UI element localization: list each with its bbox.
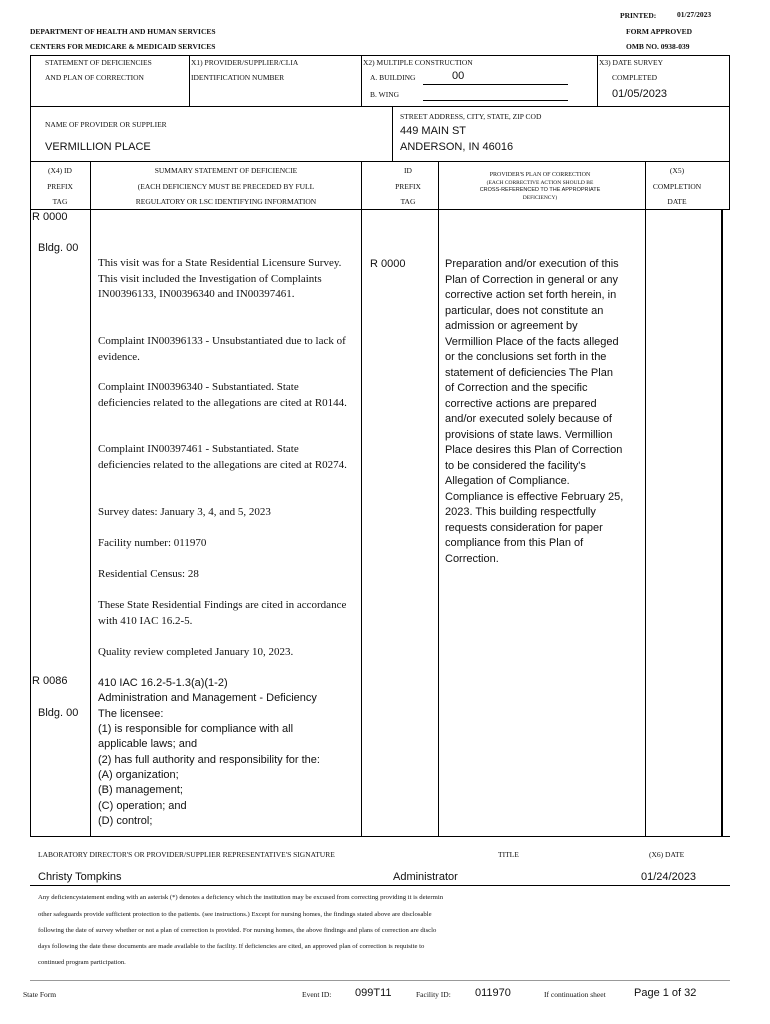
deficiency-line-3: The licensee: bbox=[98, 708, 164, 720]
bldg-label-2: Bldg. 00 bbox=[38, 707, 79, 719]
stmt-label-1: STATEMENT OF DEFICIENCIES bbox=[45, 58, 152, 67]
disclaimer-line-2: other safeguards provide sufficient protection to the patients. (see instructions.) Except for nursing homes, the findings stated above are disclosable bbox=[38, 911, 432, 918]
event-id: 099T11 bbox=[355, 987, 392, 999]
deficiency-line-2: Administration and Management - Deficiency bbox=[98, 692, 317, 704]
facility-number: Facility number: 011970 bbox=[98, 537, 207, 549]
residential-census: Residential Census: 28 bbox=[98, 568, 199, 580]
x5-header-2: COMPLETION bbox=[652, 182, 702, 191]
printed-label: PRINTED: bbox=[620, 11, 657, 20]
x2-building-label: A. BUILDING bbox=[370, 73, 416, 82]
x4-header-1: (X4) ID bbox=[48, 166, 72, 175]
deficiency-line-9: (C) operation; and bbox=[98, 800, 187, 812]
address-line-2: ANDERSON, IN 46016 bbox=[400, 141, 514, 153]
x3-label: X3) DATE SURVEY bbox=[599, 58, 663, 67]
x3-date: 01/05/2023 bbox=[612, 88, 668, 100]
form-approved: FORM APPROVED bbox=[626, 27, 693, 36]
bldg-label-1: Bldg. 00 bbox=[38, 242, 79, 254]
disclaimer-line-5: continued program participation. bbox=[38, 959, 126, 966]
tag-r0000: R 0000 bbox=[32, 211, 68, 223]
plan-header-3: CROSS-REFERENCED TO THE APPROPRIATE bbox=[479, 187, 601, 193]
plan-header-1: PROVIDER'S PLAN OF CORRECTION bbox=[489, 172, 591, 178]
centers-name: CENTERS FOR MEDICARE & MEDICAID SERVICES bbox=[30, 42, 216, 51]
plan-header-2: (EACH CORRECTIVE ACTION SHOULD BE bbox=[486, 180, 594, 186]
x2-wing-label: B. WING bbox=[370, 90, 400, 99]
plan-of-correction-text: Preparation and/or execution of this Plan of Correction in general or any corrective action set forth herein, in particular, does not constitute an admission or agreement by Vermillion Place of the facts alleged or the conclusions set forth in the statement of deficiencies The Plan of Correction and the specific corrective actions are prepared and/or executed solely because of provisions of state laws. Vermillion Place desires this Plan of Correction to be considered the facility's Allegation of Compliance. Compliance is effective February 25, 2023. This building respectfully requests consideration for paper compliance from this Plan of Correction. bbox=[445, 258, 624, 565]
facility-id-label: Facility ID: bbox=[416, 990, 451, 999]
summary-para-2: Complaint IN00396133 - Unsubstantiated due to lack of evidence. bbox=[98, 335, 346, 363]
state-form-label: State Form bbox=[23, 990, 57, 999]
summary-header-2: (EACH DEFICIENCY MUST BE PRECEDED BY FULL bbox=[137, 182, 315, 191]
x2-label: X2) MULTIPLE CONSTRUCTION bbox=[363, 58, 473, 67]
signer-name: Christy Tompkins bbox=[38, 871, 122, 883]
provider-name: VERMILLION PLACE bbox=[45, 141, 151, 153]
id-header-3: TAG bbox=[400, 197, 416, 206]
deficiency-line-6: (2) has full authority and responsibility for the: bbox=[98, 754, 320, 766]
summary-para-4: Complaint IN00397461 - Substantiated. State deficiencies related to the allegations are cited at R0274. bbox=[98, 443, 347, 471]
summary-header-3: REGULATORY OR LSC IDENTIFYING INFORMATION bbox=[135, 197, 317, 206]
id-tag-r0000: R 0000 bbox=[370, 258, 406, 270]
address-line-1: 449 MAIN ST bbox=[400, 125, 467, 137]
dept-name: DEPARTMENT OF HEALTH AND HUMAN SERVICES bbox=[30, 27, 216, 36]
page-number: Page 1 of 32 bbox=[634, 987, 697, 999]
deficiency-line-7: (A) organization; bbox=[98, 769, 179, 781]
findings-statement: These State Residential Findings are cited in accordance with 410 IAC 16.2-5. bbox=[98, 599, 347, 627]
x4-header-3: TAG bbox=[52, 197, 68, 206]
signature-date: 01/24/2023 bbox=[641, 871, 697, 883]
deficiency-line-10: (D) control; bbox=[98, 815, 153, 827]
stmt-label-2: AND PLAN OF CORRECTION bbox=[45, 73, 144, 82]
disclaimer-line-4: days following the date these documents are made available to the facility. If deficiencies are cited, an approved plan of correction is requisite to bbox=[38, 943, 425, 950]
id-header-2: PREFIX bbox=[395, 182, 421, 191]
x1-label-2: IDENTIFICATION NUMBER bbox=[191, 73, 285, 82]
signer-title: Administrator bbox=[393, 871, 458, 883]
deficiency-line-5: applicable laws; and bbox=[98, 738, 198, 750]
x1-label-1: X1) PROVIDER/SUPPLIER/CLIA bbox=[191, 58, 299, 67]
x2-building-value: 00 bbox=[452, 70, 465, 82]
survey-dates: Survey dates: January 3, 4, and 5, 2023 bbox=[98, 506, 271, 518]
title-label: TITLE bbox=[498, 850, 519, 859]
x4-header-2: PREFIX bbox=[47, 182, 73, 191]
facility-id: 011970 bbox=[475, 987, 511, 999]
summary-header-1: SUMMARY STATEMENT OF DEFICIENCIE bbox=[154, 166, 298, 175]
provider-name-label: NAME OF PROVIDER OR SUPPLIER bbox=[45, 120, 167, 129]
omb-number: OMB NO. 0938-039 bbox=[626, 42, 690, 51]
quality-review: Quality review completed January 10, 2023. bbox=[98, 646, 294, 658]
x5-header-1: (X5) bbox=[669, 166, 685, 175]
printed-date: 01/27/2023 bbox=[677, 10, 712, 19]
id-header-1: ID bbox=[404, 166, 412, 175]
deficiency-line-4: (1) is responsible for compliance with all bbox=[98, 723, 294, 735]
address-label: STREET ADDRESS, CITY, STATE, ZIP COD bbox=[400, 112, 542, 121]
x3-completed: COMPLETED bbox=[612, 73, 657, 82]
continuation-label: If continuation sheet bbox=[544, 990, 606, 999]
deficiency-line-1: 410 IAC 16.2-5-1.3(a)(1-2) bbox=[98, 677, 228, 689]
event-id-label: Event ID: bbox=[302, 990, 332, 999]
x6-date-label: (X6) DATE bbox=[649, 850, 685, 859]
plan-header-4: DEFICIENCY) bbox=[522, 195, 558, 201]
deficiency-line-8: (B) management; bbox=[98, 784, 183, 796]
tag-r0086: R 0086 bbox=[32, 675, 68, 687]
disclaimer-line-1: Any deficiencystatement ending with an asterisk (*) denotes a deficiency which the institution may be excused from correcting providing it is determin bbox=[38, 894, 444, 901]
disclaimer-line-3: following the date of survey whether or not a plan of correction is provided. For nursing homes, the above findings and plans of correction are disclo bbox=[38, 927, 437, 934]
summary-para-3: Complaint IN00396340 - Substantiated. State deficiencies related to the allegations are cited at R0144. bbox=[98, 381, 347, 409]
signature-label: LABORATORY DIRECTOR'S OR PROVIDER/SUPPLIER REPRESENTATIVE'S SIGNATURE bbox=[38, 850, 335, 859]
summary-para-1: This visit was for a State Residential Licensure Survey. This visit included the Investigation of Complaints IN00396133, IN00396340 and IN00397461. bbox=[98, 257, 342, 300]
x5-header-3: DATE bbox=[667, 197, 687, 206]
